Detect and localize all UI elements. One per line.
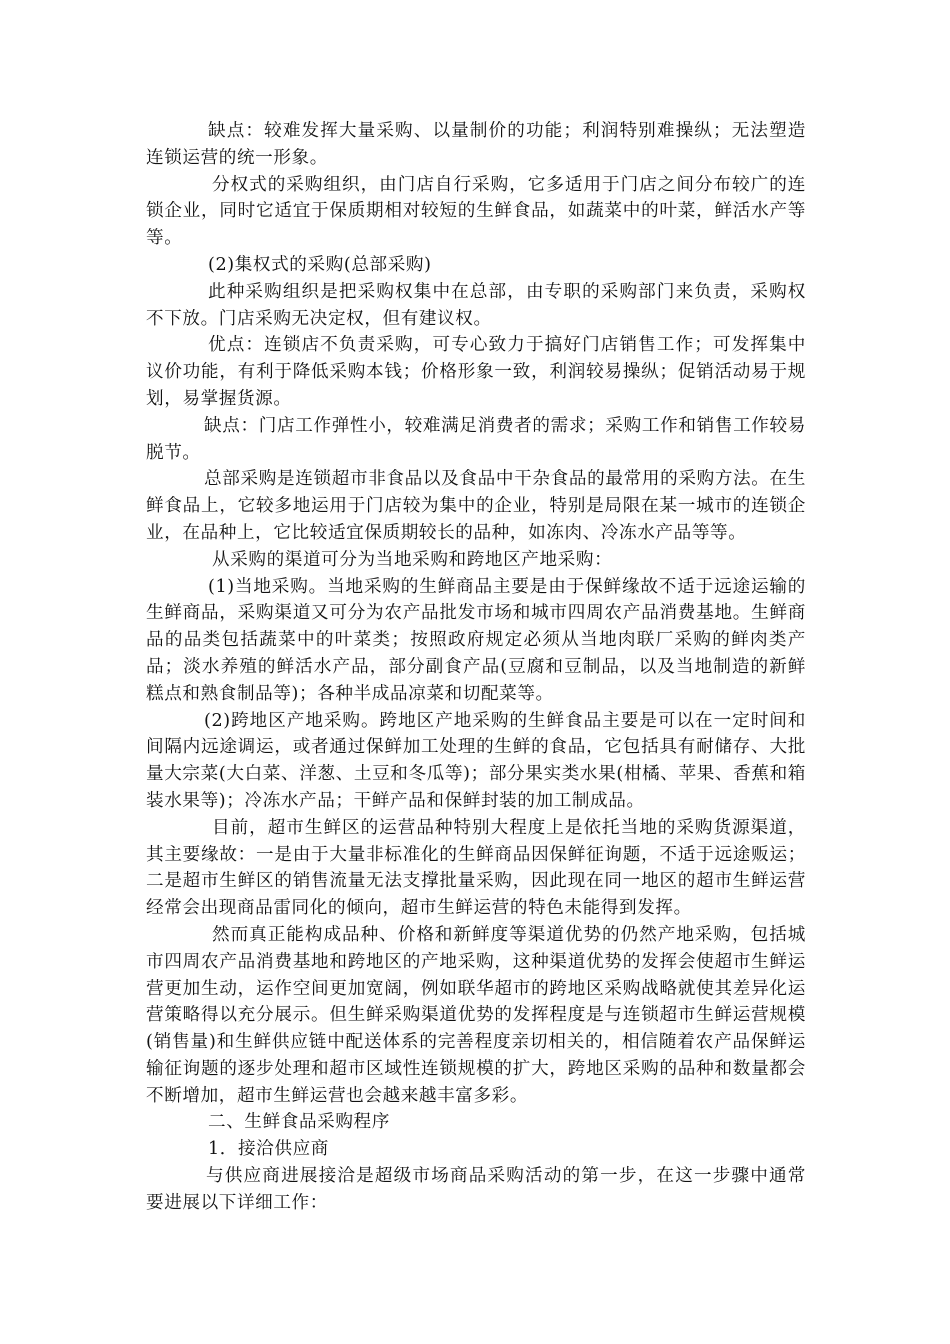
paragraph-local-purchasing: (1)当地采购。当地采购的生鲜商品主要是由于保鲜缘故不适于远途运输的生鲜商品，采购渠道又可分为农产品批发市场和城市四周农产品消费基地。生鲜商品的品类包括蔬菜中的叶菜类；按照政府规定必须从当地肉联厂采购的鲜肉类产品；淡水养殖的鲜活水产品，部分副食产品(豆腐和豆制品，以及当地制造的新鲜糕点和熟食制品等)；各种半成品凉菜和切配菜等。 (146, 576, 806, 704)
section-heading-procedure: 二、生鲜食品采购程序 (208, 1112, 390, 1133)
paragraph-disadvantages-centralized: 缺点：门店工作弹性小，较难满足消费者的需求；采购工作和销售工作较易脱节。 (146, 415, 806, 463)
paragraph-disadvantages-decentralized: 缺点：较难发挥大量采购、以量制价的功能；利润特别难操纵；无法塑造连锁运营的统一形象。 (146, 121, 806, 168)
paragraph-cross-region-purchasing: (2)跨地区产地采购。跨地区产地采购的生鲜食品主要是可以在一定时间和间隔内远途调运，或者通过保鲜加工处理的生鲜的食品，它包括具有耐储存、大批量大宗菜(大白菜、洋葱、土豆和冬瓜等)；部分果实类水果(柑橘、苹果、香蕉和箱装水果等)；冷冻水产品；干鲜产品和保鲜封装的加工制成品。 (146, 710, 806, 811)
paragraph-contact-supplier: 与供应商进展接洽是超级市场商品采购活动的第一步，在这一步骤中通常要进展以下详细工作： (146, 1166, 806, 1213)
paragraph-centralized-definition: 此种采购组织是把采购权集中在总部，由专职的采购部门来负责，采购权不下放。门店采购无决定权，但有建议权。 (146, 281, 806, 329)
paragraph-current-situation: 目前，超市生鲜区的运营品种特别大程度上是依托当地的采购货源渠道，其主要缘故：一是由于大量非标准化的生鲜商品因保鲜征询题，不适于远途贩运；二是超市生鲜区的销售流量无法支撑批量采购，因此现在同一地区的超市生鲜运营经常会出现商品雷同化的倾向，超市生鲜运营的特色未能得到发挥。 (146, 817, 806, 919)
heading-centralized-purchasing: (2)集权式的采购(总部采购) (208, 254, 432, 275)
paragraph-advantages-centralized: 优点：连锁店不负责采购，可专心致力于搞好门店销售工作；可发挥集中议价功能，有利于降低采购本钱；价格形象一致，利润较易操纵；促销活动易于规划，易掌握货源。 (146, 335, 806, 409)
paragraph-purchasing-channels: 从采购的渠道可分为当地采购和跨地区产地采购： (212, 549, 613, 570)
paragraph-origin-advantage: 然而真正能构成品种、价格和新鲜度等渠道优势的仍然产地采购，包括城市四周农产品消费基地和跨地区的产地采购，这种渠道优势的发挥会使超市生鲜运营更加生动，运作空间更加宽阔，例如联华超市的跨地区采购战略就使其差异化运营策略得以充分展示。但生鲜采购渠道优势的发挥程度是与连锁超市生鲜运营规模(销售量)和生鲜供应链中配送体系的完善程度亲切相关的，相信随着农产品保鲜运输征询题的逐步处理和超市区域性连锁规模的扩大，跨地区采购的品种和数量都会不断增加，超市生鲜运营也会越来越丰富多彩。 (146, 924, 806, 1106)
paragraph-headquarters-purchasing: 总部采购是连锁超市非食品以及食品中干杂食品的最常用的采购方法。在生鲜食品上，它较多地运用于门店较为集中的企业，特别是局限在某一城市的连锁企业，在品种上，它比较适宜保质期较长的品种，如冻肉、冷冻水产品等等。 (146, 469, 806, 543)
paragraph-decentralized-purchasing: 分权式的采购组织，由门店自行采购，它多适用于门店之间分布较广的连锁企业，同时它适宜于保质期相对较短的生鲜食品，如蔬菜中的叶菜，鲜活水产等等。 (146, 174, 806, 249)
subheading-contact-supplier: 1．接洽供应商 (208, 1139, 329, 1160)
document-body (146, 118, 806, 1217)
